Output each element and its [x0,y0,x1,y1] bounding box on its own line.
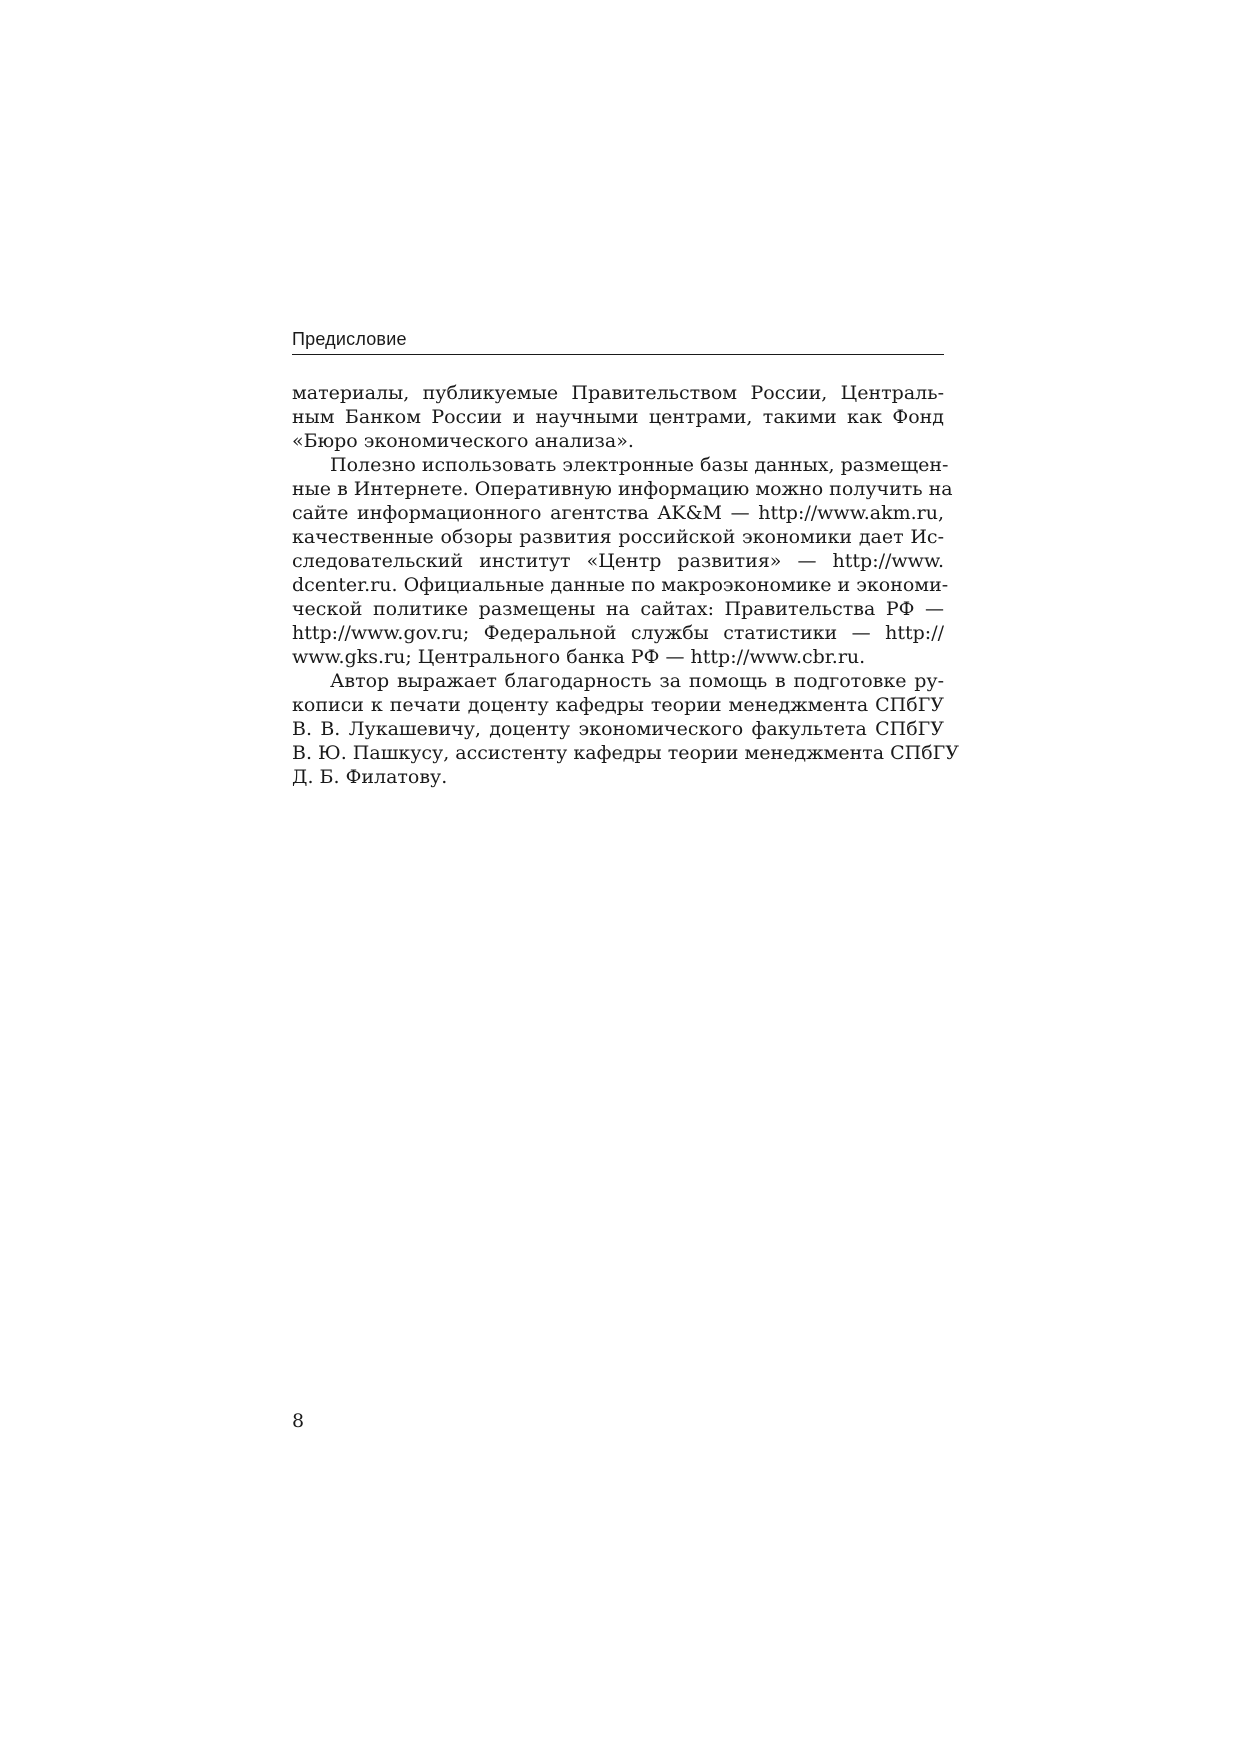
text-line: ные в Интернете. Оперативную информацию можно получить на [292,478,953,500]
text-line: Д. Б. Филатову. [292,766,448,788]
paragraph-acknowledgements [292,669,959,789]
running-head-title: Предисловие [292,329,407,349]
text-line: Полезно использовать электронные базы данных, размещен- [330,454,949,476]
text-line: качественные обзоры развития российской экономики дает Ис- [292,526,944,548]
text-line: сайте информационного агентства AK&M — http://www.akm.ru, [292,502,944,524]
text-line: В. В. Лукашевичу, доценту экономического факультета СПбГУ [292,718,944,740]
text-line: кописи к печати доценту кафедры теории менеджмента СПбГУ [292,694,944,716]
text-line: www.gks.ru; Центрального банка РФ — http://www.cbr.ru. [292,646,866,668]
body-text [292,381,959,789]
text-line: ческой политике размещены на сайтах: Правительства РФ — [292,598,944,620]
text-line: Автор выражает благодарность за помощь в подготовке ру- [330,670,944,692]
page-number: 8 [292,1410,305,1432]
text-line: материалы, публикуемые Правительством России, Централь- [292,382,944,404]
text-line: В. Ю. Пашкусу, ассистенту кафедры теории менеджмента СПбГУ [292,742,959,764]
text-line: «Бюро экономического анализа». [292,430,634,452]
text-line: ным Банком России и научными центрами, такими как Фонд [292,406,944,428]
text-line: http://www.gov.ru; Федеральной службы статистики — http:// [292,622,944,644]
paragraph-databases [292,453,953,669]
paragraph-materials [292,381,944,453]
text-line: dcenter.ru. Официальные данные по макроэкономике и экономи- [292,574,949,596]
text-line: следовательский институт «Центр развития» — http://www. [292,550,944,572]
header-rule [292,354,944,355]
